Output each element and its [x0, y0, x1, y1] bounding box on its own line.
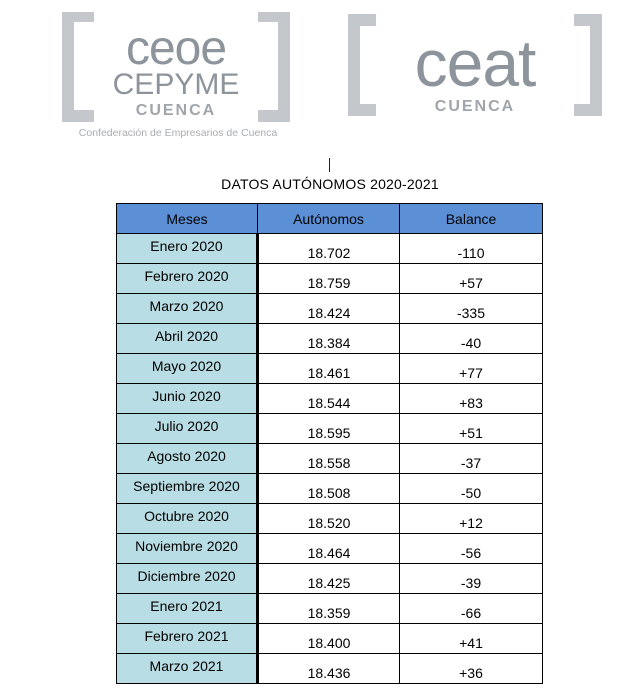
- cell-autonomos-text: 18.384: [307, 334, 351, 351]
- table-row: [117, 474, 543, 504]
- cell-autonomos: [258, 654, 400, 684]
- cell-balance-text: +77: [459, 364, 483, 381]
- cell-autonomos: [258, 414, 400, 444]
- cell-month: [117, 384, 258, 414]
- cell-balance-text: -335: [456, 304, 486, 321]
- cell-balance: [400, 294, 543, 324]
- cell-autonomos: [258, 234, 400, 264]
- cell-month-text: Octubre 2020: [144, 507, 229, 524]
- cell-month: [117, 654, 258, 684]
- cell-month: [117, 534, 258, 564]
- logo-tagline: Confederación de Empresarios de Cuenca: [78, 127, 278, 139]
- cell-autonomos-text: 18.424: [307, 304, 351, 321]
- cell-autonomos-text: 18.702: [307, 244, 351, 261]
- header-balance: Balance: [400, 204, 543, 234]
- cell-balance-text: -37: [460, 454, 482, 471]
- table-row: [117, 264, 543, 294]
- cell-balance: [400, 654, 543, 684]
- cell-autonomos-text: 18.425: [307, 574, 351, 591]
- table-row: [117, 354, 543, 384]
- cell-balance: [400, 594, 543, 624]
- cell-month-text: Febrero 2021: [144, 627, 229, 644]
- cell-month-text: Febrero 2020: [144, 267, 229, 284]
- cell-autonomos-text: 18.759: [307, 274, 351, 291]
- table-row: [117, 294, 543, 324]
- cell-balance: [400, 534, 543, 564]
- cell-balance-text: -66: [460, 604, 482, 621]
- cell-autonomos: [258, 324, 400, 354]
- table-header-row: [117, 204, 543, 234]
- cell-autonomos-text: 18.558: [307, 454, 351, 471]
- cell-balance-text: +41: [459, 634, 483, 651]
- cell-month-text: Junio 2020: [152, 387, 221, 404]
- cell-month-text: Enero 2021: [150, 597, 223, 614]
- header-meses: Meses: [117, 204, 258, 234]
- cell-autonomos: [258, 444, 400, 474]
- cell-balance: [400, 354, 543, 384]
- cell-month: [117, 504, 258, 534]
- cell-month: [117, 264, 258, 294]
- cell-autonomos: [258, 504, 400, 534]
- cell-balance: [400, 474, 543, 504]
- cell-autonomos-text: 18.464: [307, 544, 351, 561]
- cell-month-text: Enero 2020: [150, 237, 223, 254]
- cell-balance-text: -39: [460, 574, 482, 591]
- cell-month-text: Agosto 2020: [147, 447, 226, 464]
- cell-balance-text: -50: [460, 484, 482, 501]
- table-row: [117, 414, 543, 444]
- cell-balance-text: +12: [459, 514, 483, 531]
- cell-autonomos-text: 18.400: [307, 634, 351, 651]
- table-row: [117, 234, 543, 264]
- cepyme-logo-word: CEPYME: [112, 68, 240, 101]
- cell-autonomos: [258, 264, 400, 294]
- table-row: [117, 324, 543, 354]
- cell-autonomos-text: 18.461: [307, 364, 351, 381]
- cell-balance-text: +36: [459, 664, 483, 681]
- cell-month: [117, 324, 258, 354]
- cell-month-text: Septiembre 2020: [133, 477, 240, 494]
- ceat-logo: [346, 14, 604, 124]
- cell-balance: [400, 624, 543, 654]
- cell-balance-text: -56: [460, 544, 482, 561]
- cell-autonomos-text: 18.359: [307, 604, 351, 621]
- cell-month: [117, 474, 258, 504]
- cell-balance-text: +57: [459, 274, 483, 291]
- header-autonomos: Autónomos: [258, 204, 400, 234]
- table-row: [117, 654, 543, 684]
- ceat-logo-word: ceat: [414, 26, 536, 100]
- cell-balance: [400, 414, 543, 444]
- cell-month: [117, 294, 258, 324]
- document-title: DATOS AUTÓNOMOS 2020-2021: [221, 176, 439, 192]
- cell-month-text: Marzo 2020: [149, 297, 224, 314]
- autonomos-table: [116, 203, 543, 684]
- cell-autonomos: [258, 384, 400, 414]
- cell-balance: [400, 504, 543, 534]
- table-row: [117, 504, 543, 534]
- cell-balance: [400, 234, 543, 264]
- cell-balance-text: -40: [460, 334, 482, 351]
- cell-month-text: Marzo 2021: [149, 657, 224, 674]
- cell-autonomos-text: 18.508: [307, 484, 351, 501]
- cell-autonomos: [258, 354, 400, 384]
- cell-autonomos: [258, 294, 400, 324]
- cuenca-logo-word: CUENCA: [135, 102, 217, 119]
- cell-month: [117, 234, 258, 264]
- cell-balance-text: -110: [457, 244, 485, 261]
- cell-autonomos: [258, 564, 400, 594]
- cell-balance: [400, 324, 543, 354]
- table-row: [117, 444, 543, 474]
- ceat-cuenca-word: CUENCA: [434, 98, 516, 115]
- cell-balance: [400, 264, 543, 294]
- cell-balance-text: +51: [459, 424, 483, 441]
- cell-balance-text: +83: [459, 394, 483, 411]
- cell-autonomos: [258, 624, 400, 654]
- cell-month: [117, 354, 258, 384]
- table-row: [117, 594, 543, 624]
- cell-month: [117, 444, 258, 474]
- cell-balance: [400, 444, 543, 474]
- ceoe-logo-word: ceoe: [125, 22, 227, 75]
- cell-month-text: Abril 2020: [154, 327, 219, 344]
- table-row: [117, 534, 543, 564]
- cell-balance: [400, 564, 543, 594]
- cell-month: [117, 624, 258, 654]
- cell-autonomos-text: 18.436: [307, 664, 351, 681]
- cell-autonomos-text: 18.595: [307, 424, 351, 441]
- cell-month-text: Diciembre 2020: [137, 567, 236, 584]
- cell-autonomos: [258, 594, 400, 624]
- cell-autonomos-text: 18.544: [307, 394, 351, 411]
- table-row: [117, 564, 543, 594]
- table-body: [117, 234, 543, 684]
- table-row: [117, 384, 543, 414]
- cell-autonomos: [258, 474, 400, 504]
- cell-month-text: Mayo 2020: [151, 357, 222, 374]
- cell-balance: [400, 384, 543, 414]
- ceoe-cepyme-logo: [60, 12, 300, 142]
- table-row: [117, 624, 543, 654]
- cell-month-text: Julio 2020: [154, 417, 219, 434]
- cell-autonomos-text: 18.520: [307, 514, 351, 531]
- cell-autonomos: [258, 534, 400, 564]
- text-cursor-mark: [329, 158, 330, 172]
- cell-month: [117, 414, 258, 444]
- cell-month: [117, 594, 258, 624]
- cell-month: [117, 564, 258, 594]
- cell-month-text: Noviembre 2020: [135, 537, 238, 554]
